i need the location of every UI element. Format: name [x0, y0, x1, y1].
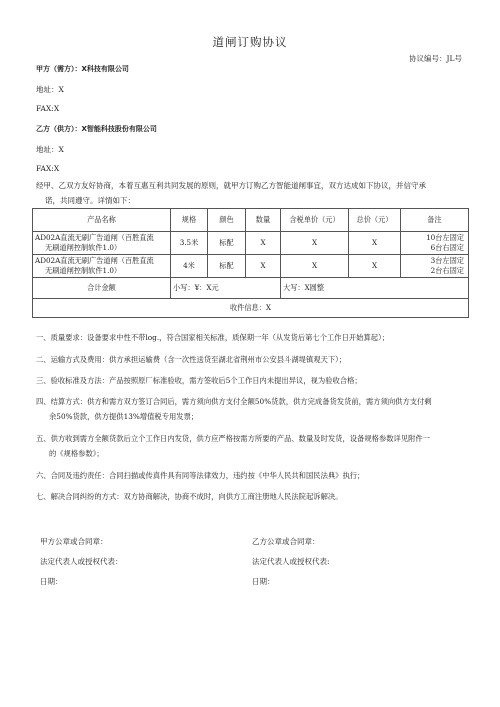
clause-4 — [36, 394, 464, 424]
product-name-line: AD02A直流无刷广告道闸（百胜直流 — [35, 233, 154, 242]
intro-line-2: 诺，共同遵守。详情如下： — [45, 196, 135, 205]
spec-cell: 4米 — [171, 255, 208, 278]
clause-7: 七、解决合同纠纷的方式：双方协商解决，协商不成时，向供方工商注册地人民法院起诉解决。 — [36, 492, 343, 501]
qty-cell: X — [246, 255, 281, 278]
receiver-cell: 收件信息：X — [33, 299, 469, 318]
product-name-line: AD02A直流无刷广告道闸（百胜直流 — [35, 256, 154, 265]
party-a-address: 地址：X — [36, 85, 64, 94]
note-line: 10台左固定 — [426, 233, 464, 242]
note-line: 2台右固定 — [430, 266, 464, 275]
product-name-line: 无刷道闸控制软件1.0） — [45, 243, 122, 252]
product-name-cell — [33, 232, 171, 255]
clause-5-line-1: 五、供方收到需方全额货款后立个工作日内发货，供方应严格按需方所要的产品、数量及时发货，设备规格参数详见附件一 — [36, 434, 431, 443]
note-line: 3台左固定 — [430, 256, 464, 265]
qty-cell: X — [246, 232, 281, 255]
party-b-date-label: 日期： — [252, 577, 275, 586]
receiver-row — [33, 299, 469, 318]
color-cell: 标配 — [208, 255, 246, 278]
price-cell: X — [281, 232, 349, 255]
header-cell: 规格 — [171, 209, 208, 232]
table-row — [33, 232, 469, 255]
header-cell: 颜色 — [208, 209, 246, 232]
table-header-row — [33, 209, 469, 232]
party-a-representative-label: 法定代表人或授权代表： — [40, 557, 123, 566]
party-a-fax: FAX:X — [36, 104, 60, 113]
clause-1: 一、质量要求：设备要求中性不带log.，符合国家相关标准，质保期一年（从发货后第七个工作日开始算起）； — [36, 333, 390, 342]
total-label-cell: 合计金额 — [33, 278, 171, 299]
total-cell: X — [349, 255, 401, 278]
price-cell: X — [281, 255, 349, 278]
party-a-label: 甲方（需方）：X科技有限公司 — [36, 65, 129, 73]
clause-6: 六、合同及违约责任：合同扫描或传真件具有同等法律效力，违约按《中华人民共和国民法典》执行； — [36, 471, 365, 480]
party-b-representative-label: 法定代表人或授权代表: — [252, 557, 330, 566]
clause-4-line-2: 余50%货款，供方提供13%增值税专用发票； — [49, 412, 199, 421]
product-name-cell — [33, 255, 171, 278]
party-b-address: 地址：X — [36, 145, 64, 154]
header-cell: 总价（元） — [349, 209, 401, 232]
clause-3: 三、验收标准及方法：产品按照原厂标准验收，需方签收后5个工作日内未提出异议，视为验收合格； — [36, 376, 362, 385]
party-b-label: 乙方（供方）：X智能科技股份有限公司 — [36, 125, 157, 133]
note-cell — [401, 255, 469, 278]
header-cell: 数量 — [246, 209, 281, 232]
clause-5-line-2: 的《规格参数》； — [49, 449, 104, 458]
clause-5 — [36, 431, 464, 461]
spec-cell: 3.5米 — [171, 232, 208, 255]
total-row — [33, 278, 469, 299]
contract-number: 协议编号：JL号 — [409, 54, 462, 63]
intro-line-1: 经甲、乙双方友好协商，本着互惠互利共同发展的原则，就甲方订购乙方智能道闸事宜，双方达成如下协议，并信守承 — [36, 181, 426, 190]
color-cell: 标配 — [208, 232, 246, 255]
header-cell: 备注 — [401, 209, 469, 232]
table-row — [33, 255, 469, 278]
clause-4-line-1: 四、结算方式：供方和需方双方签订合同后，需方须向供方支付全额50%货款，供方完成备货发货前，需方须向供方支付剩 — [36, 397, 432, 406]
clause-2: 二、运输方式及费用：供方承担运输费（含一次性送货至湖北省荆州市公安县斗湖堤镇观天下）； — [36, 355, 347, 364]
note-line: 6台右固定 — [430, 243, 464, 252]
party-b-seal-label: 乙方公章或合同章： — [252, 537, 320, 546]
party-a-date-label: 日期： — [40, 577, 63, 586]
total-cell: X — [349, 232, 401, 255]
order-table — [32, 208, 469, 318]
product-name-line: 无刷道闸控制软件1.0） — [45, 266, 122, 275]
party-a-seal-label: 甲方公章或合同章： — [40, 537, 108, 546]
total-big-cell: 大写：X圆整 — [281, 278, 469, 299]
total-small-cell: 小写：¥：X元 — [171, 278, 281, 299]
header-cell: 含税单价（元） — [281, 209, 349, 232]
party-b-fax: FAX:X — [36, 164, 60, 173]
document-title: 道闸订购协议 — [212, 35, 288, 49]
note-cell — [401, 232, 469, 255]
header-cell: 产品名称 — [33, 209, 171, 232]
